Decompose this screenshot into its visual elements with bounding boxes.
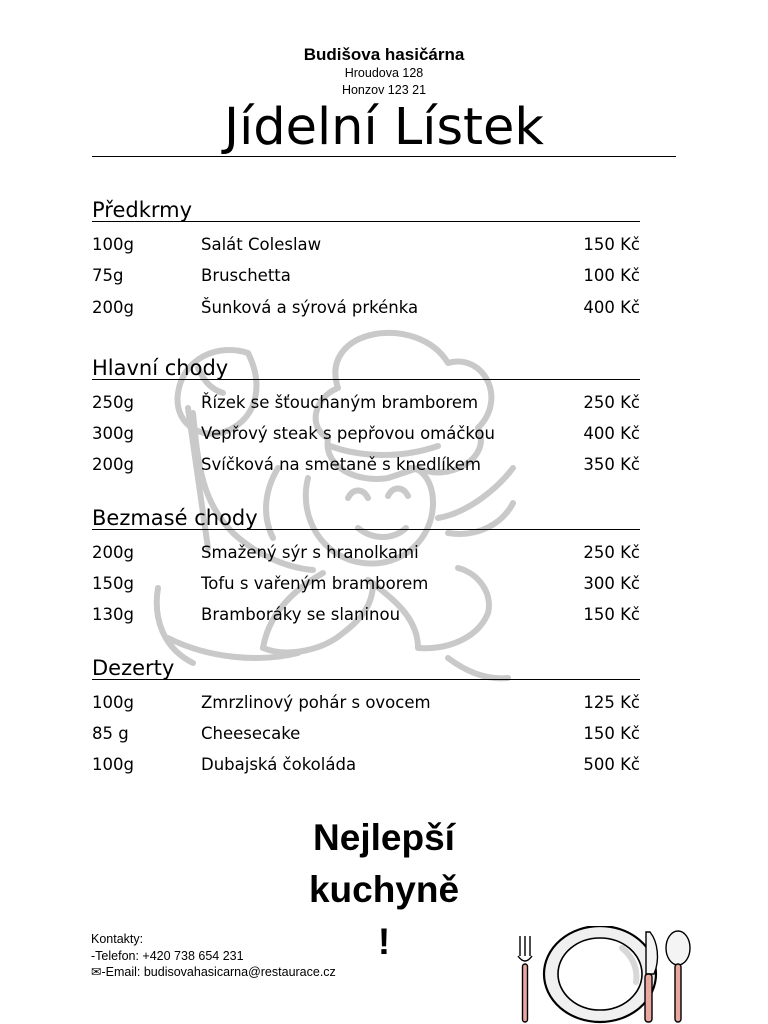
- item-weight: 200g: [92, 543, 134, 562]
- item-price: 300 Kč: [583, 574, 640, 593]
- menu-item-row: [92, 692, 640, 714]
- item-price: 250 Kč: [583, 543, 640, 562]
- item-weight: 85 g: [92, 724, 129, 743]
- item-weight: 100g: [92, 693, 134, 712]
- email-text: -Email: budisovahasicarna@restaurace.cz: [101, 965, 336, 979]
- item-price: 400 Kč: [583, 424, 640, 443]
- item-name: Cheesecake: [201, 724, 301, 743]
- item-price: 250 Kč: [583, 393, 640, 412]
- menu-item-row: [92, 454, 640, 476]
- contact-phone: [91, 948, 336, 965]
- plate-cutlery-illustration: [512, 926, 712, 1024]
- restaurant-name: Budišova hasičárna: [303, 45, 465, 64]
- item-weight: 75g: [92, 266, 124, 285]
- menu-item-row: [92, 754, 640, 776]
- item-weight: 300g: [92, 424, 134, 443]
- item-price: 100 Kč: [583, 266, 640, 285]
- section-heading-vegetarian: Bezmasé chody: [92, 505, 640, 530]
- plate-icon: [544, 926, 656, 1022]
- menu-item-row: [92, 234, 640, 256]
- item-weight: 100g: [92, 755, 134, 774]
- menu-item-row: [92, 265, 640, 287]
- section-heading-appetizers: Předkrmy: [92, 197, 640, 222]
- item-weight: 200g: [92, 298, 134, 317]
- contact-email: [91, 964, 336, 981]
- fork-icon: [518, 936, 532, 1022]
- item-name: Řízek se šťouchaným bramborem: [201, 393, 479, 412]
- item-price: 350 Kč: [583, 455, 640, 474]
- item-name: Bruschetta: [201, 266, 291, 285]
- item-name: Salát Coleslaw: [201, 235, 322, 254]
- item-weight: 150g: [92, 574, 134, 593]
- envelope-icon: ✉: [91, 965, 102, 979]
- item-name: Šunková a sýrová prkénka: [201, 298, 419, 317]
- item-price: 400 Kč: [583, 298, 640, 317]
- contacts-label: Kontakty:: [91, 932, 144, 946]
- slogan-line-1: Nejlepší: [313, 817, 455, 858]
- menu-item-row: [92, 392, 640, 414]
- item-name: Dubajská čokoláda: [201, 755, 357, 774]
- item-name: Tofu s vařeným bramborem: [201, 574, 429, 593]
- menu-title: Jídelní Lístek: [224, 98, 544, 157]
- menu-item-row: [92, 423, 640, 445]
- spoon-icon: [666, 931, 690, 1022]
- address-street: Hroudova 128: [344, 66, 424, 80]
- menu-item-row: [92, 723, 640, 745]
- menu-item-row: [92, 297, 640, 319]
- restaurant-header: [0, 45, 768, 99]
- item-price: 150 Kč: [583, 605, 640, 624]
- item-name: Zmrzlinový pohár s ovocem: [201, 693, 431, 712]
- item-price: 150 Kč: [583, 724, 640, 743]
- section-heading-main-courses: Hlavní chody: [92, 355, 640, 380]
- item-name: Bramboráky se slaninou: [201, 605, 401, 624]
- item-weight: 100g: [92, 235, 134, 254]
- menu-item-row: [92, 604, 640, 626]
- item-price: 150 Kč: [583, 235, 640, 254]
- title-divider: [92, 156, 676, 157]
- section-heading-desserts: Dezerty: [92, 655, 640, 680]
- item-price: 500 Kč: [583, 755, 640, 774]
- item-weight: 250g: [92, 393, 134, 412]
- phone-text: -Telefon: +420 738 654 231: [91, 948, 244, 963]
- menu-item-row: [92, 542, 640, 564]
- menu-item-row: [92, 573, 640, 595]
- slogan-line-2: kuchyně: [308, 869, 460, 910]
- item-name: Smažený sýr s hranolkami: [201, 543, 419, 562]
- item-price: 125 Kč: [583, 693, 640, 712]
- item-weight: 130g: [92, 605, 134, 624]
- address-city: Honzov 123 21: [341, 83, 427, 97]
- slogan-line-3: !: [377, 921, 391, 962]
- contacts-block: [91, 931, 336, 981]
- item-weight: 200g: [92, 455, 134, 474]
- item-name: Svíčková na smetaně s knedlíkem: [201, 455, 481, 474]
- item-name: Vepřový steak s pepřovou omáčkou: [201, 424, 495, 443]
